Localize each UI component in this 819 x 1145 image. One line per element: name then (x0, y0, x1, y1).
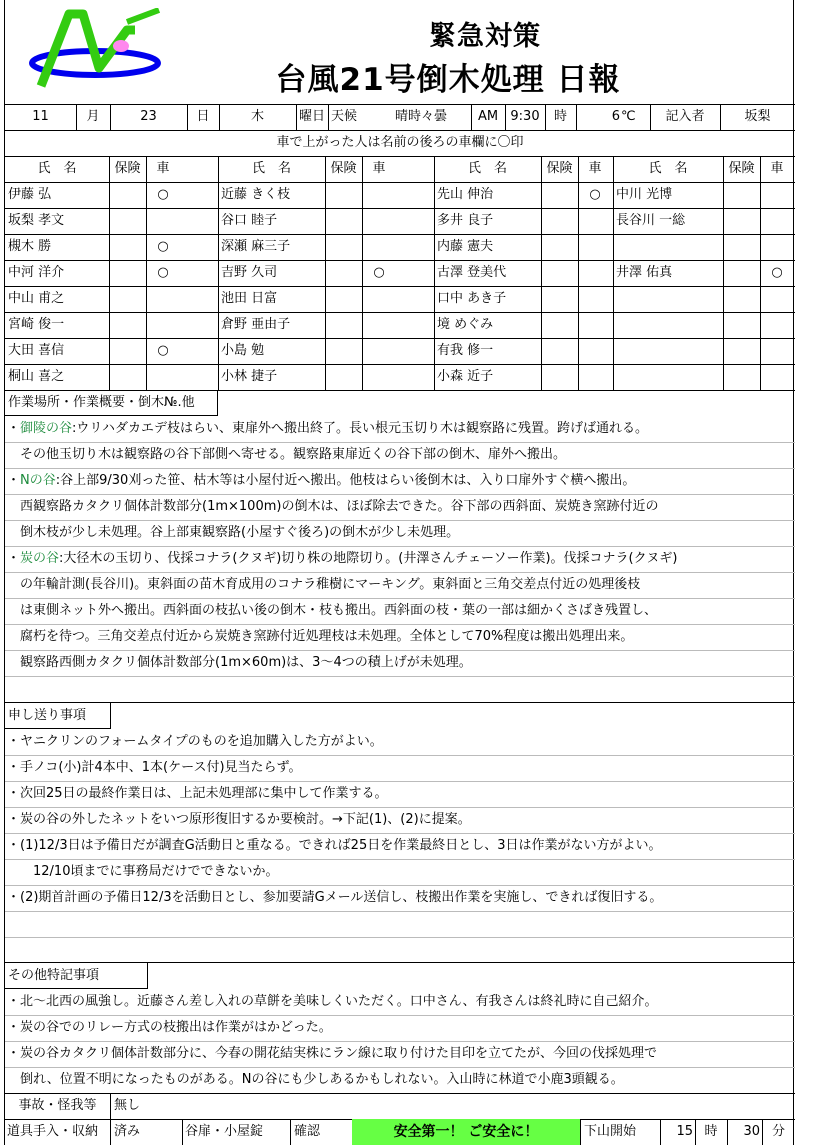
car-mark (760, 364, 794, 390)
roster-header-name: 氏 名 (37, 161, 77, 176)
car-mark (578, 208, 612, 234)
descent-minute: 30 (743, 1124, 760, 1139)
roster-header-name: 氏 名 (251, 161, 291, 176)
minute-label: 分 (771, 1124, 785, 1139)
gate-label: 谷扉・小屋錠 (185, 1124, 264, 1139)
handover-line: ・次回25日の最終作業日は、上記未処理部に集中して作業する。 (7, 786, 388, 801)
recorder-label: 記入者 (665, 109, 705, 124)
roster-header-car: 車 (372, 161, 386, 176)
car-mark: ○ (157, 343, 169, 358)
handover-line: ・手ノコ(小)計4本中、1本(ケース付)見当たらず。 (7, 760, 302, 775)
descent-label: 下山開始 (584, 1124, 637, 1139)
member-name: 坂梨 孝文 (8, 213, 65, 228)
other-note-line: 倒れ、位置不明になったものがある。Nの谷にも少しあるかもしれない。入山時に林道で小鹿3頭観る。 (7, 1072, 624, 1087)
handover-line: ・(1)12/3日は予備日だが調査G活動日と重なる。できれば25日を作業最終日とし、3日は作業がない方がよい。 (7, 838, 662, 853)
work-text: は東側ネット外へ搬出。西斜面の枝払い後の倒木・枝も搬出。西斜面の枝・葉の一部は細かくさばき残置し、 (7, 603, 658, 618)
member-name: 先山 伸治 (437, 187, 494, 202)
month-value: 11 (32, 109, 49, 124)
title-line-2: 台風21号倒木処理 日報 (275, 62, 621, 98)
temp-unit: ℃ (621, 109, 636, 124)
member-name: 中山 甫之 (8, 291, 65, 306)
car-mark (578, 312, 612, 338)
work-text: 腐朽を待つ。三角交差点付近から炭焼き窯跡付近処理枝は未処理。全体として70%程度は搬出処理出来。 (7, 629, 634, 644)
car-mark: ○ (373, 265, 385, 280)
other-note-line: ・北～北西の風強し。近藤さん差し入れの草餅を美味しくいただく。口中さん、有我さんは終礼時に自己紹介。 (7, 994, 658, 1009)
member-name (616, 234, 723, 260)
place-name: 御陵の谷 (20, 421, 73, 436)
work-line (7, 546, 677, 572)
car-mark (578, 234, 612, 260)
car-mark (362, 338, 396, 364)
bullet: ・ (7, 551, 21, 566)
handover-line: ・ヤニクリンのフォームタイプのものを追加購入した方がよい。 (7, 734, 383, 749)
car-mark (146, 208, 180, 234)
car-mark (146, 286, 180, 312)
car-mark (362, 208, 396, 234)
weekday-value: 木 (250, 109, 264, 124)
member-name (616, 312, 723, 338)
member-name: 桐山 喜之 (8, 369, 65, 384)
work-text: :ウリハダカエデ枝はらい、東扉外へ搬出終了。長い根元玉切り木は観察路に残置。跨げば通れる。 (72, 421, 649, 436)
day-label: 日 (196, 109, 210, 124)
weather-value: 晴時々曇 (394, 109, 447, 124)
member-name: 中川 光博 (616, 187, 673, 202)
work-line (7, 468, 635, 494)
recorder-value: 坂梨 (744, 109, 771, 124)
car-mark (362, 312, 396, 338)
member-name: 長谷川 一総 (616, 213, 686, 228)
other-note-line: ・炭の谷カタクリ個体計数部分に、今春の開花結実株にラン線に取り付けた目印を立てたが、今回の伐採処理で (7, 1046, 658, 1061)
work-section-label: 作業場所・作業概要・倒木№.他 (5, 390, 218, 416)
bullet: ・ (7, 421, 21, 436)
organization-logo (27, 8, 167, 92)
bullet: ・ (7, 473, 21, 488)
member-name: 池田 日富 (221, 291, 278, 306)
roster-header-car: 車 (588, 161, 602, 176)
member-name: 多井 良子 (437, 213, 494, 228)
ampm: AM (477, 109, 499, 124)
handover-section-label: 申し送り事項 (5, 703, 111, 729)
car-mark: ○ (157, 187, 169, 202)
member-name: 内藤 憲夫 (437, 239, 494, 254)
car-mark (760, 208, 794, 234)
member-name: 小島 勉 (221, 343, 265, 358)
work-line (7, 416, 648, 442)
roster-header-name: 氏 名 (467, 161, 507, 176)
safety-slogan: 安全第一！ ご安全に！ (352, 1119, 580, 1145)
work-text: その他玉切り木は観察路の谷下部側へ寄せる。観察路東扉近くの谷下部の倒木、扉外へ搬出。 (7, 447, 567, 462)
accident-value: 無し (114, 1098, 141, 1113)
roster-header-car: 車 (770, 161, 784, 176)
work-text: の年輪計測(長谷川)。東斜面の苗木育成用のコナラ稚樹にマーキング。東斜面と三角交差点付近の処理後枝 (7, 577, 641, 592)
member-name: 小森 近子 (437, 369, 494, 384)
member-name: 大田 喜信 (8, 343, 65, 358)
member-name (616, 338, 723, 364)
member-name: 有我 修一 (437, 343, 494, 358)
day-value: 23 (140, 109, 157, 124)
car-mark (362, 286, 396, 312)
roster-header-car: 車 (156, 161, 170, 176)
car-mark (578, 260, 612, 286)
car-mark (362, 234, 396, 260)
car-mark (578, 364, 612, 390)
accident-label: 事故・怪我等 (18, 1098, 97, 1113)
car-mark (760, 182, 794, 208)
time-value: 9:30 (510, 109, 540, 124)
car-mark: ○ (771, 265, 783, 280)
member-name (616, 286, 723, 312)
descent-hour: 15 (676, 1124, 693, 1139)
other-section-label: その他特記事項 (5, 963, 148, 989)
car-mark: ○ (589, 187, 601, 202)
work-line (7, 598, 657, 624)
roster-header-insurance: 保険 (728, 161, 755, 176)
member-name: 井澤 佑真 (616, 265, 673, 280)
work-line (7, 494, 658, 520)
work-line (7, 520, 459, 546)
work-line (7, 572, 640, 598)
member-name (616, 364, 723, 390)
roster-header-insurance: 保険 (114, 161, 141, 176)
member-name: 境 めぐみ (437, 317, 494, 332)
car-note: 車で上がった人は名前の後ろの車欄に〇印 (276, 135, 524, 150)
month-label: 月 (86, 109, 100, 124)
car-mark (760, 312, 794, 338)
daily-report-sheet (4, 0, 794, 1145)
tools-label: 道具手入・収納 (7, 1124, 99, 1139)
handover-line: ・炭の谷の外したネットをいつ原形復旧するか要検討。→下記(1)、(2)に提案。 (7, 812, 471, 827)
car-mark (578, 338, 612, 364)
hour-label: 時 (704, 1124, 718, 1139)
roster-header-name: 氏 名 (648, 161, 688, 176)
member-name: 伊藤 弘 (8, 187, 52, 202)
other-note-line: ・炭の谷でのリレー方式の枝搬出は作業がはかどった。 (7, 1020, 332, 1035)
roster-header-insurance: 保険 (546, 161, 573, 176)
work-line (7, 624, 633, 650)
member-name: 古澤 登美代 (437, 265, 507, 280)
handover-line: ・(2)期首計画の予備日12/3を活動日とし、参加要請Gメール送信し、枝搬出作業を実施し、できれば復旧する。 (7, 890, 663, 905)
member-name: 小林 捷子 (221, 369, 278, 384)
car-mark (760, 286, 794, 312)
car-mark (146, 364, 180, 390)
car-mark (760, 234, 794, 260)
weather-label: 天候 (331, 109, 358, 124)
work-line (7, 650, 472, 676)
title-line-1: 緊急対策 (429, 21, 541, 52)
member-name: 倉野 亜由子 (221, 317, 291, 332)
car-mark: ○ (157, 265, 169, 280)
member-name: 宮崎 俊一 (8, 317, 65, 332)
work-text: 観察路西側カタクリ個体計数部分(1m×60m)は、3～4つの積上げが未処理。 (7, 655, 472, 670)
weekday-label: 曜日 (298, 109, 325, 124)
member-name: 槻木 勝 (8, 239, 52, 254)
member-name: 深瀬 麻三子 (221, 239, 291, 254)
car-mark (362, 364, 396, 390)
car-mark: ○ (157, 239, 169, 254)
gate-value: 確認 (294, 1124, 321, 1139)
member-name: 谷口 睦子 (221, 213, 278, 228)
work-text: 倒木枝が少し未処理。谷上部東観察路(小屋すぐ後ろ)の倒木が少し未処理。 (7, 525, 460, 540)
handover-line: 12/10頃までに事務局だけでできないか。 (7, 864, 279, 879)
work-text: 西観察路カタクリ個体計数部分(1m×100m)の倒木は、ほぼ除去できた。谷下部の西斜面、炭焼き窯跡付近の (7, 499, 659, 514)
tools-value: 済み (114, 1124, 141, 1139)
place-name: 炭の谷 (20, 551, 60, 566)
temp-value: 6 (611, 109, 620, 124)
member-name: 吉野 久司 (221, 265, 278, 280)
work-text: :谷上部9/30刈った笹、枯木等は小屋付近へ搬出。他枝はらい後倒木は、入り口扉外すぐ横へ搬出。 (55, 473, 636, 488)
car-mark (362, 182, 396, 208)
member-name: 近藤 きく枝 (221, 187, 291, 202)
car-mark (146, 312, 180, 338)
work-text: :大径木の玉切り、伐採コナラ(クヌギ)切り株の地際切り。(井澤さんチェーソー作業)。伐採コナラ(クヌギ) (59, 551, 678, 566)
member-name: 中河 洋介 (8, 265, 65, 280)
car-mark (760, 338, 794, 364)
work-line (7, 442, 566, 468)
time-label: 時 (553, 109, 567, 124)
place-name: Nの谷 (20, 473, 56, 488)
car-mark (578, 286, 612, 312)
member-name: 口中 あき子 (437, 291, 507, 306)
roster-header-insurance: 保険 (330, 161, 357, 176)
